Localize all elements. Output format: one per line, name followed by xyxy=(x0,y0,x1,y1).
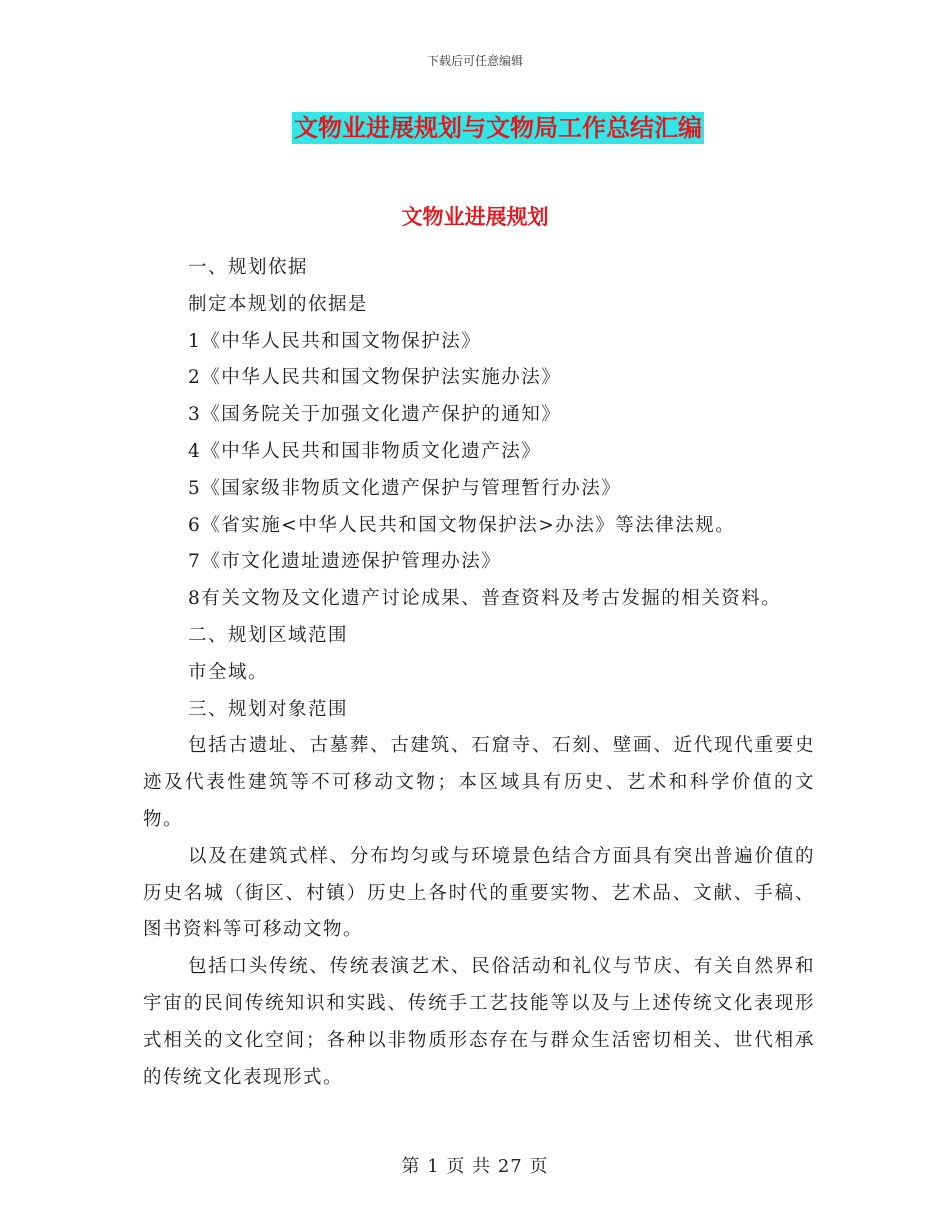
text-line: 市全域。 xyxy=(188,661,269,683)
list-item-law: 2《中华人民共和国文物保护法实施办法》 xyxy=(188,367,562,389)
list-item-law: 7《市文化遗址遗迹保护管理办法》 xyxy=(188,551,502,573)
heading-basis: 一、规划依据 xyxy=(188,257,309,278)
document-title-wrapper xyxy=(0,112,950,144)
list-item-law: 4《中华人民共和国非物质文化遗产法》 xyxy=(188,440,542,462)
document-title: 文物业进展规划与文物局工作总结汇编 xyxy=(294,114,702,142)
list-item-law: 1《中华人民共和国文物保护法》 xyxy=(188,330,482,352)
list-item-law: 8有关文物及文化遗产讨论成果、普查资料及考古发掘的相关资料。 xyxy=(188,588,782,610)
document-body xyxy=(143,250,815,1096)
page-number: 第 1 页 共 27 页 xyxy=(401,1156,549,1177)
section-title: 文物业进展规划 xyxy=(401,205,549,229)
paragraph: 包括口头传统、传统表演艺术、民俗活动和礼仪与节庆、有关自然界和宇宙的民间传统知识和实践、传统手工艺技能等以及与上述传统文化表现形式相关的文化空间；各种以非物质形态存在与群众生活密切相关、世代相承的传统文化表现形式。 xyxy=(143,956,815,1088)
list-item-law: 5《国家级非物质文化遗产保护与管理暂行办法》 xyxy=(188,477,622,499)
header-note: 下载后可任意编辑 xyxy=(426,54,523,68)
heading-scope: 三、规划对象范围 xyxy=(188,698,349,720)
list-item-law: 6《省实施<中华人民共和国文物保护法>办法》等法律法规。 xyxy=(188,514,736,536)
paragraph: 以及在建筑式样、分布均匀或与环境景色结合方面具有突出普遍价值的历史名城（街区、村镇）历史上各时代的重要实物、艺术品、文献、手稿、图书资料等可移动文物。 xyxy=(143,845,815,941)
paragraph: 包括古遗址、古墓葬、古建筑、石窟寺、石刻、壁画、近代现代重要史迹及代表性建筑等不可移动文物；本区域具有历史、艺术和科学价值的文物。 xyxy=(143,735,815,830)
text-line: 制定本规划的依据是 xyxy=(188,293,369,315)
list-item-law: 3《国务院关于加强文化遗产保护的通知》 xyxy=(188,404,562,426)
heading-region: 二、规划区域范围 xyxy=(188,624,349,646)
